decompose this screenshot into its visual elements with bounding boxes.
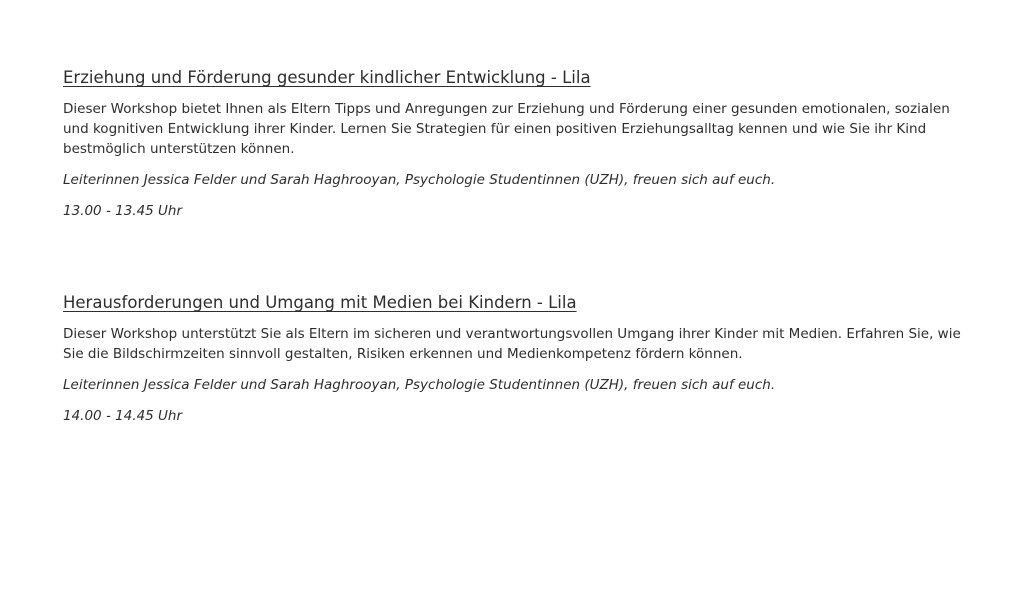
workshop-list (63, 66, 963, 426)
workshop-title-link[interactable]: Erziehung und Förderung gesunder kindlicher Entwicklung - Lila (63, 68, 591, 87)
workshop-item-1 (63, 66, 963, 221)
workshop-item-2 (63, 291, 963, 426)
workshop-leaders: Leiterinnen Jessica Felder und Sarah Haghrooyan, Psychologie Studentinnen (UZH), freuen sich auf euch. (63, 377, 776, 393)
workshop-time: 14.00 - 14.45 Uhr (63, 408, 183, 424)
workshop-title-link[interactable]: Herausforderungen und Umgang mit Medien bei Kindern - Lila (63, 293, 577, 312)
workshop-leaders: Leiterinnen Jessica Felder und Sarah Haghrooyan, Psychologie Studentinnen (UZH), freuen sich auf euch. (63, 172, 776, 188)
workshop-description: Dieser Workshop bietet Ihnen als Eltern Tipps und Anregungen zur Erziehung und Förderung einer gesunden emotionalen, sozialen und kognitiven Entwicklung ihrer Kinder. Lernen Sie Strategien für einen positiven Erziehungsalltag kennen und wie Sie ihr Kind bestmöglich unterstützen können. (63, 101, 950, 157)
workshop-description: Dieser Workshop unterstützt Sie als Eltern im sicheren und verantwortungsvollen Umgang ihrer Kinder mit Medien. Erfahren Sie, wie Sie die Bildschirmzeiten sinnvoll gestalten, Risiken erkennen und Medienkompetenz fördern können. (63, 326, 961, 362)
workshop-time: 13.00 - 13.45 Uhr (63, 203, 183, 219)
